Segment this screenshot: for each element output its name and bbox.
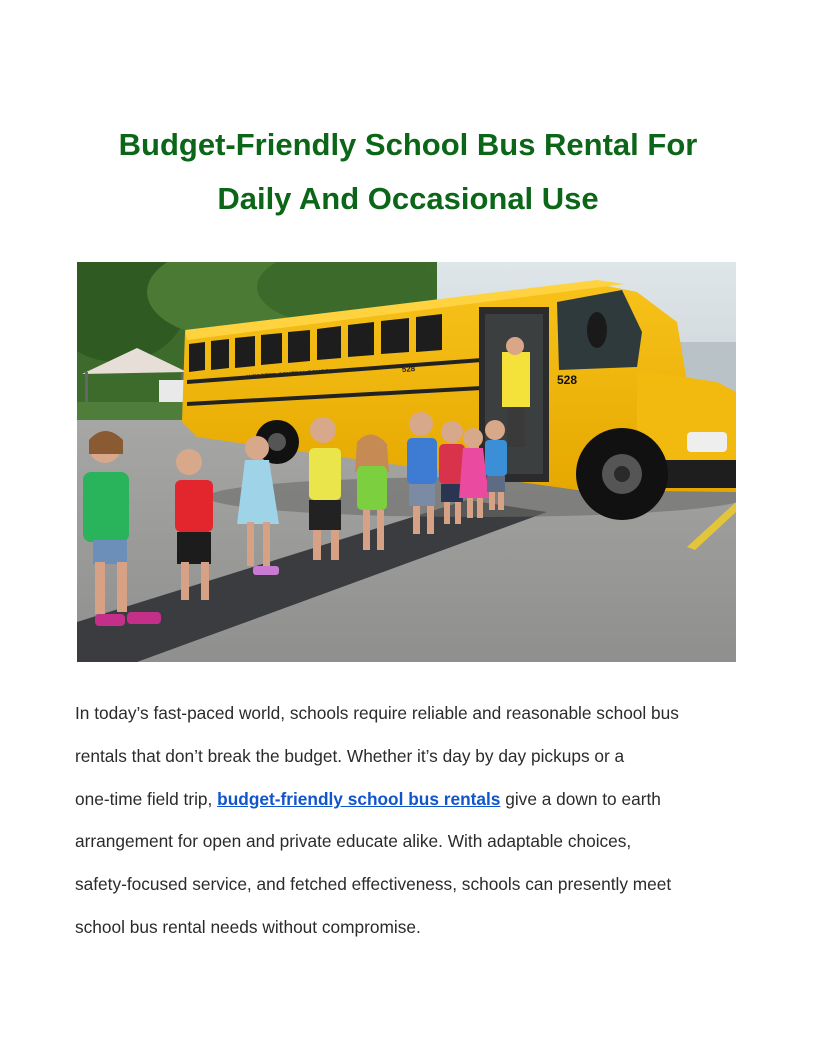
paragraph-line-3-start: one-time field trip, xyxy=(75,788,218,809)
paragraph-line-4: arrangement for open and private educate alike. With adaptable choices, xyxy=(75,831,632,852)
title-line-2: Daily And Occasional Use xyxy=(217,181,599,216)
document-title xyxy=(60,118,756,226)
paragraph-line-6: school bus rental needs without compromise. xyxy=(75,916,421,937)
paragraph-line-2: rentals that don’t break the budget. Whether it’s day by day pickups or a xyxy=(75,745,625,766)
paragraph-line-3-end: give a down to earth xyxy=(500,788,661,809)
paragraph-line-5: safety-focused service, and fetched effectiveness, schools can presently meet xyxy=(75,874,672,895)
paragraph-line-1: In today’s fast-paced world, schools require reliable and reasonable school bus xyxy=(75,703,679,723)
bus-side-text: WEBSTER CENTRAL SCHOOL xyxy=(246,369,334,381)
bus-number-side: 528 xyxy=(401,364,416,374)
bus-number-front: 528 xyxy=(557,373,578,387)
intro-paragraph xyxy=(75,692,745,949)
title-line-1: Budget-Friendly School Bus Rental For xyxy=(118,127,698,162)
budget-friendly-rentals-link[interactable]: budget-friendly school bus rentals xyxy=(217,788,501,809)
school-bus-photo xyxy=(77,262,736,662)
